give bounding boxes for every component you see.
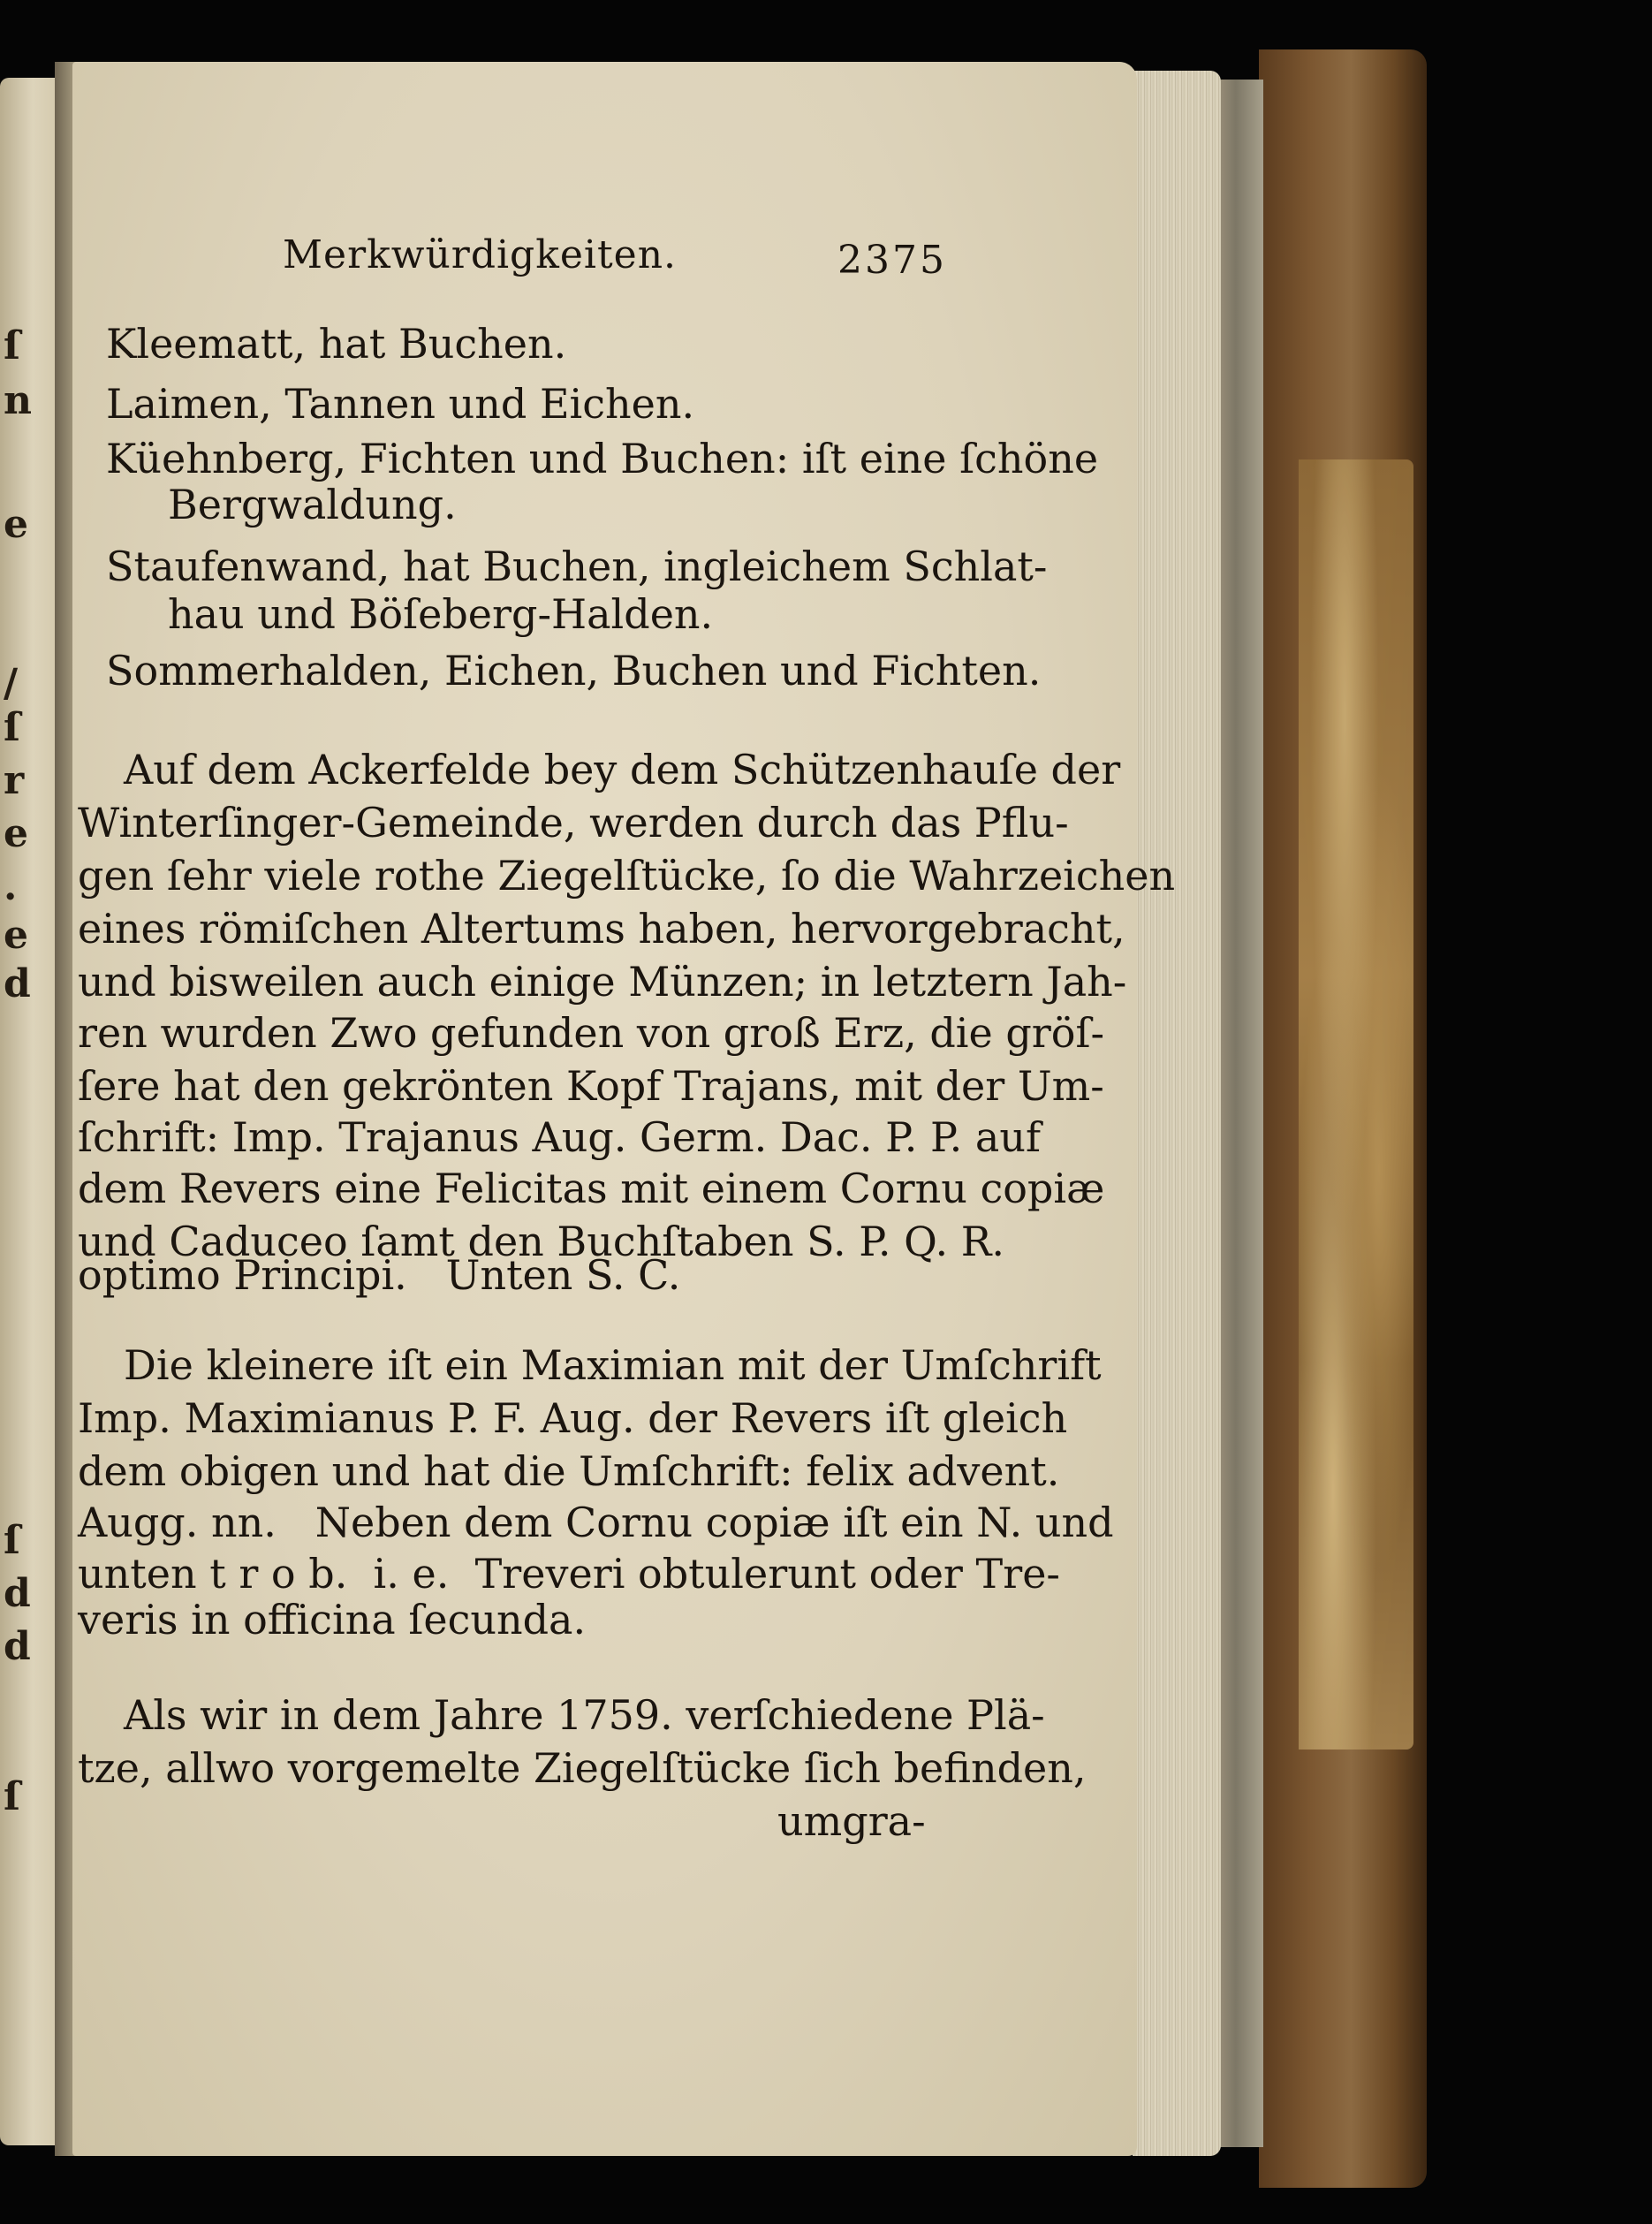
list-entry-continuation: hau und Böſeberg-Halden. [168, 590, 714, 638]
list-entry: Küehnberg, Fichten und Buchen: iſt eine ſchöne [106, 435, 1099, 482]
list-entry: Sommerhalden, Eichen, Buchen und Fichten. [106, 647, 1042, 695]
page-number: 2375 [837, 238, 947, 283]
fragment-letter: e [4, 811, 28, 856]
paragraph-line: dem obigen und hat die Umſchrift: felix advent. [78, 1447, 1060, 1495]
fragment-letter: ſ [4, 705, 20, 750]
fragment-letter: d [4, 1571, 31, 1616]
paragraph-line: Als wir in dem Jahre 1759. verſchiedene Plä- [124, 1691, 1045, 1739]
paragraph-line: Die kleinere iſt ein Maximian mit der Umſchrift [124, 1341, 1102, 1389]
paragraph-line: dem Revers eine Felicitas mit einem Cornu copiæ [78, 1165, 1105, 1212]
fragment-letter: n [4, 378, 32, 423]
page-block-shadow [1217, 80, 1263, 2147]
list-entry: Kleematt, hat Buchen. [106, 320, 567, 368]
running-title: Merkwürdigkeiten. [283, 232, 678, 277]
fragment-letter: e [4, 502, 28, 547]
paragraph-line: gen ſehr viele rothe Ziegelſtücke, ſo die Wahrzeichen [78, 852, 1176, 899]
fragment-letter: ſ [4, 1774, 20, 1819]
paragraph-line: eines römiſchen Altertums haben, hervorgebracht, [78, 905, 1125, 953]
paragraph-line: optimo Principi. Unten S. C. [78, 1251, 681, 1299]
fragment-letter: ſ [4, 1518, 20, 1563]
marbled-board [1299, 459, 1413, 1750]
list-entry: Staufenwand, hat Buchen, ingleichem Schlat- [106, 543, 1048, 590]
paragraph-line: Augg. nn. Neben dem Cornu copiæ iſt ein N. und [78, 1499, 1114, 1546]
paragraph-line: Winterſinger-Gemeinde, werden durch das Pflu- [78, 799, 1069, 846]
fragment-letter: / [4, 661, 19, 706]
fragment-letter: . [4, 864, 18, 909]
catchword: umgra- [777, 1797, 926, 1845]
previous-page-fragments [4, 78, 57, 2145]
paragraph-line: tze, allwo vorgemelte Ziegelſtücke ſich befinden, [78, 1744, 1087, 1792]
paragraph-line: ſchrift: Imp. Trajanus Aug. Germ. Dac. P. P. auf [78, 1113, 1041, 1161]
fragment-letter: d [4, 961, 31, 1006]
page-edges [1133, 71, 1221, 2156]
fragment-letter: e [4, 913, 28, 958]
paragraph-line: Auf dem Ackerfelde bey dem Schützenhauſe der [124, 746, 1121, 793]
list-entry: Laimen, Tannen und Eichen. [106, 380, 695, 428]
paragraph-line: Imp. Maximianus P. F. Aug. der Revers iſt gleich [78, 1394, 1068, 1442]
fragment-letter: ſ [4, 323, 20, 368]
paragraph-line: und Caduceo ſamt den Buchſtaben S. P. Q. R. [78, 1218, 1004, 1265]
paragraph-line: unten t r o b. i. e. Treveri obtulerunt oder Tre- [78, 1550, 1060, 1598]
paragraph-line: ren wurden Zwo gefunden von groß Erz, die gröſ- [78, 1009, 1105, 1057]
list-entry-continuation: Bergwaldung. [168, 481, 457, 528]
paragraph-line: ſere hat den gekrönten Kopf Trajans, mit der Um- [78, 1062, 1104, 1110]
fragment-letter: d [4, 1624, 31, 1669]
fragment-letter: r [4, 758, 25, 803]
paragraph-line: und bisweilen auch einige Münzen; in letztern Jah- [78, 958, 1127, 1006]
paragraph-line: veris in officina ſecunda. [78, 1596, 587, 1643]
